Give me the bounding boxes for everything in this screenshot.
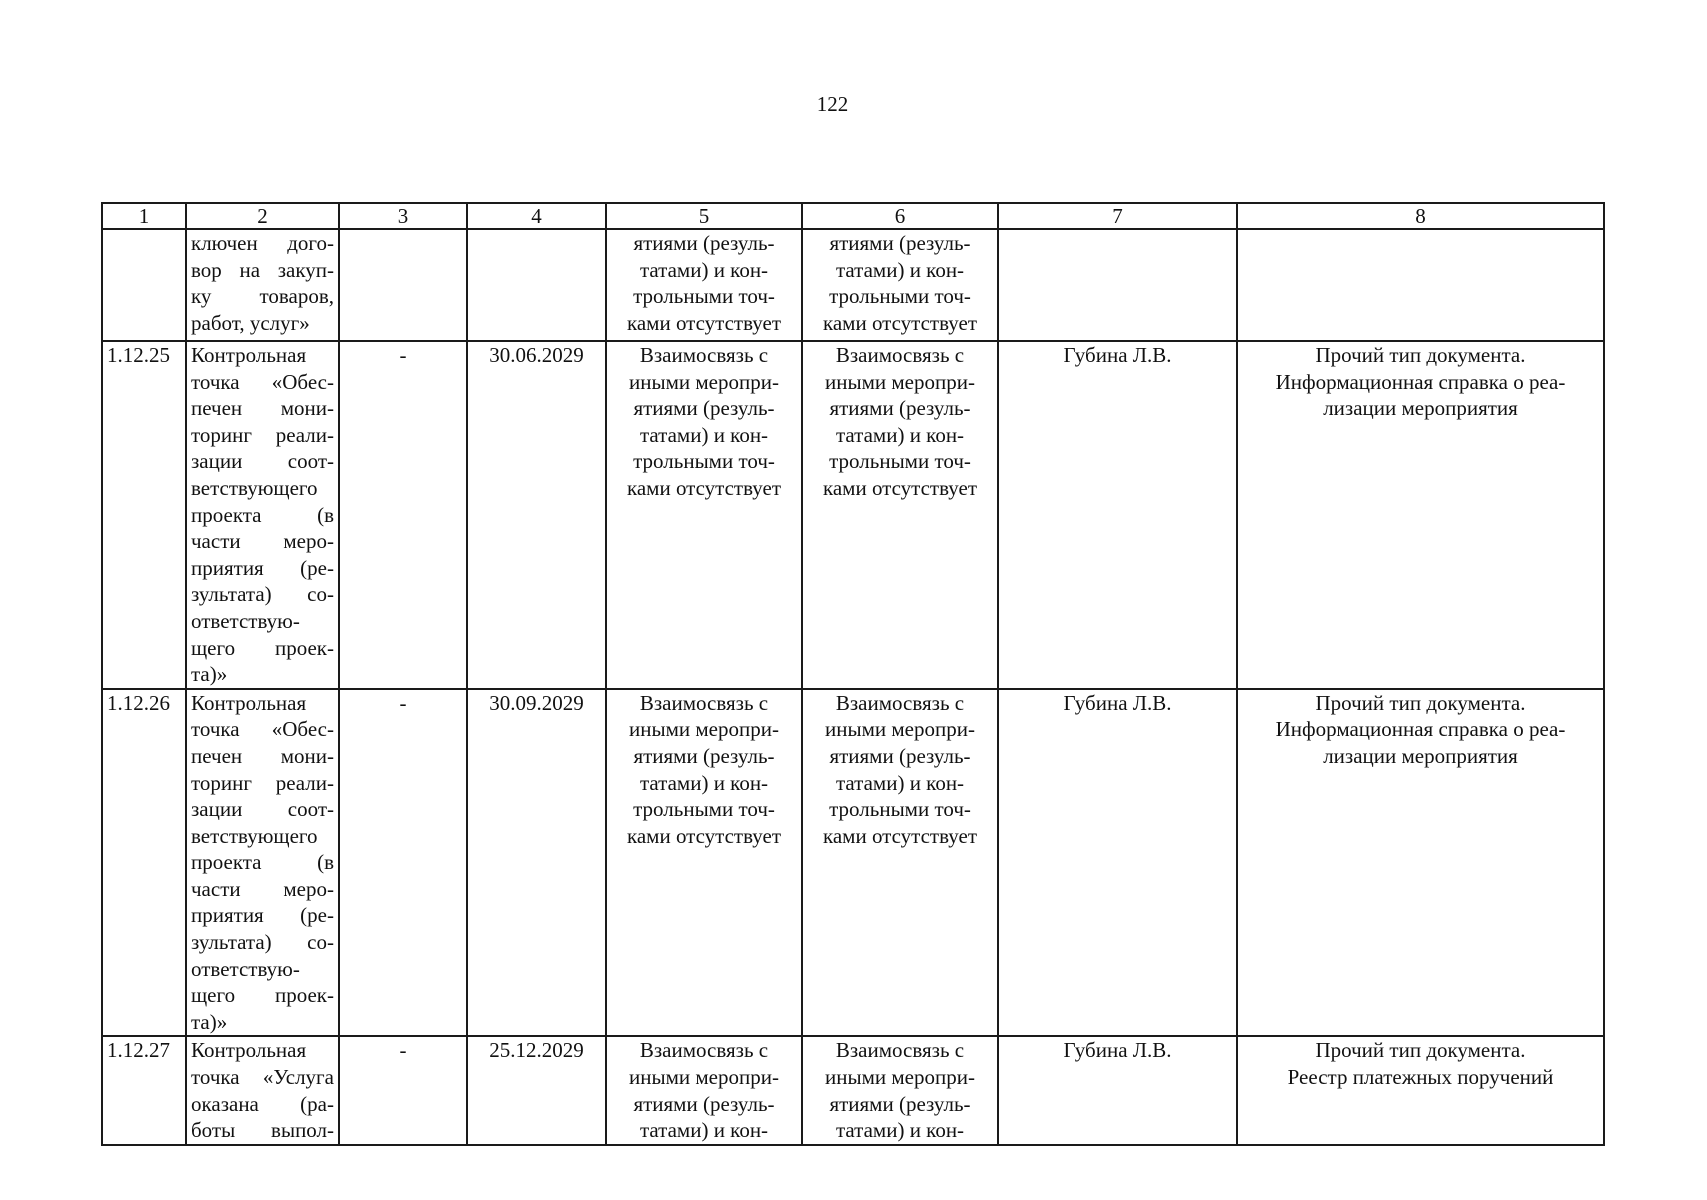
- col5-line: ками отсутствует: [626, 475, 782, 500]
- col6-line: ятиями (резуль-: [829, 1091, 971, 1116]
- due-date: 30.06.2029: [467, 341, 606, 689]
- item-name: [186, 689, 339, 1037]
- name-line: проекта (в: [191, 502, 334, 527]
- col6-line: ками отсутствует: [822, 310, 978, 335]
- name-line: зультата) со-: [191, 930, 334, 955]
- item-number: [102, 229, 186, 341]
- doc-line: Прочий тип документа.: [1315, 343, 1526, 367]
- due-date: 25.12.2029: [467, 1036, 606, 1144]
- col5-line: татами) и кон-: [639, 1118, 769, 1143]
- page-number: 122: [816, 92, 849, 116]
- col5-line: Взаимосвязь с: [639, 343, 769, 367]
- due-date: [467, 229, 606, 341]
- name-line: приятия (ре-: [191, 903, 334, 928]
- relation-col5: [606, 689, 802, 1037]
- col5-line: ками отсутствует: [626, 823, 782, 848]
- doc-line: Информационная справка о реа-: [1275, 717, 1566, 742]
- document-type: [1237, 1036, 1604, 1144]
- col6-line: татами) и кон-: [835, 1118, 965, 1143]
- name-line: Контрольная: [191, 343, 307, 367]
- name-line: точка «Обес-: [191, 717, 334, 742]
- col5-line: татами) и кон-: [639, 770, 769, 795]
- header-cell-7: 7: [998, 203, 1237, 229]
- name-line: вор на закуп-: [191, 257, 334, 282]
- name-line: та)»: [191, 662, 228, 687]
- col5-line: трольными точ-: [633, 284, 775, 309]
- column-3-value: -: [339, 689, 467, 1037]
- name-line: работ, услуг»: [191, 310, 310, 335]
- item-name: [186, 229, 339, 341]
- name-line: щего проек-: [191, 635, 334, 660]
- col6-line: татами) и кон-: [835, 770, 965, 795]
- col6-line: татами) и кон-: [835, 422, 965, 447]
- name-line: зультата) со-: [191, 582, 334, 607]
- col6-line: трольными точ-: [829, 797, 971, 822]
- name-line: торинг реали-: [191, 770, 334, 795]
- col6-line: иными меропри-: [825, 717, 975, 742]
- column-3-value: -: [339, 1036, 467, 1144]
- col6-line: Взаимосвязь с: [835, 690, 965, 715]
- responsible-person: Губина Л.В.: [998, 341, 1237, 689]
- col6-line: Взаимосвязь с: [835, 343, 965, 367]
- name-line: приятия (ре-: [191, 555, 334, 580]
- doc-line: Прочий тип документа.: [1315, 1038, 1526, 1063]
- relation-col5: [606, 1036, 802, 1144]
- header-cell-4: 4: [467, 203, 606, 229]
- doc-line: лизации мероприятия: [1323, 743, 1518, 768]
- col6-line: ятиями (резуль-: [829, 396, 971, 421]
- name-line: точка «Услуга: [191, 1065, 334, 1090]
- item-number: 1.12.25: [102, 341, 186, 689]
- doc-line: Информационная справка о реа-: [1275, 369, 1566, 394]
- name-line: ответствую-: [191, 956, 300, 981]
- header-cell-3: 3: [339, 203, 467, 229]
- col6-line: ками отсутствует: [822, 823, 978, 848]
- header-cell-5: 5: [606, 203, 802, 229]
- document-type: [1237, 341, 1604, 689]
- item-name: [186, 341, 339, 689]
- name-line: Контрольная: [191, 690, 307, 715]
- col6-line: ятиями (резуль-: [829, 231, 971, 255]
- col6-line: ками отсутствует: [822, 475, 978, 500]
- col5-line: татами) и кон-: [639, 257, 769, 282]
- col6-line: иными меропри-: [825, 369, 975, 394]
- table-row: [102, 341, 1604, 689]
- relation-col5: [606, 229, 802, 341]
- relation-col6: [802, 1036, 998, 1144]
- header-cell-6: 6: [802, 203, 998, 229]
- name-line: боты выпол-: [191, 1118, 334, 1143]
- col6-line: ятиями (резуль-: [829, 743, 971, 768]
- table-row: [102, 1036, 1604, 1144]
- name-line: оказана (ра-: [191, 1091, 334, 1116]
- col5-line: Взаимосвязь с: [639, 690, 769, 715]
- col5-line: ятиями (резуль-: [633, 231, 775, 255]
- name-line: ветствующего: [191, 475, 318, 500]
- name-line: части меро-: [191, 529, 334, 554]
- name-line: ключен дого-: [191, 231, 334, 255]
- col5-line: Взаимосвязь с: [639, 1038, 769, 1063]
- column-3-value: -: [339, 341, 467, 689]
- name-line: ветствующего: [191, 823, 318, 848]
- col5-line: иными меропри-: [629, 1065, 779, 1090]
- name-line: торинг реали-: [191, 422, 334, 447]
- header-cell-1: 1: [102, 203, 186, 229]
- relation-col6: [802, 689, 998, 1037]
- document-type: [1237, 689, 1604, 1037]
- col5-line: трольными точ-: [633, 797, 775, 822]
- col5-line: трольными точ-: [633, 449, 775, 474]
- doc-line: Прочий тип документа.: [1315, 690, 1526, 715]
- col5-line: ятиями (резуль-: [633, 396, 775, 421]
- name-line: зации соот-: [191, 797, 334, 822]
- relation-col6: [802, 341, 998, 689]
- col6-line: иными меропри-: [825, 1065, 975, 1090]
- col5-line: ятиями (резуль-: [633, 1091, 775, 1116]
- doc-line: Реестр платежных поручений: [1287, 1065, 1554, 1090]
- relation-col6: [802, 229, 998, 341]
- plan-table: [101, 202, 1605, 1146]
- due-date: 30.09.2029: [467, 689, 606, 1037]
- name-line: печен мони-: [191, 743, 334, 768]
- name-line: та)»: [191, 1009, 228, 1034]
- document-type: [1237, 229, 1604, 341]
- name-line: ответствую-: [191, 608, 300, 633]
- col6-line: татами) и кон-: [835, 257, 965, 282]
- col6-line: Взаимосвязь с: [835, 1038, 965, 1063]
- responsible-person: Губина Л.В.: [998, 1036, 1237, 1144]
- name-line: зации соот-: [191, 449, 334, 474]
- name-line: части меро-: [191, 876, 334, 901]
- item-name: [186, 1036, 339, 1144]
- header-cell-8: 8: [1237, 203, 1604, 229]
- name-line: печен мони-: [191, 396, 334, 421]
- header-row: [102, 203, 1604, 229]
- responsible-person: Губина Л.В.: [998, 689, 1237, 1037]
- col5-line: татами) и кон-: [639, 422, 769, 447]
- relation-col5: [606, 341, 802, 689]
- col6-line: трольными точ-: [829, 284, 971, 309]
- name-line: проекта (в: [191, 850, 334, 875]
- name-line: Контрольная: [191, 1038, 307, 1063]
- doc-line: лизации мероприятия: [1323, 396, 1518, 421]
- column-3-value: [339, 229, 467, 341]
- name-line: щего проек-: [191, 983, 334, 1008]
- name-line: точка «Обес-: [191, 369, 334, 394]
- col5-line: ятиями (резуль-: [633, 743, 775, 768]
- item-number: 1.12.26: [102, 689, 186, 1037]
- col5-line: иными меропри-: [629, 717, 779, 742]
- col5-line: иными меропри-: [629, 369, 779, 394]
- table-row: [102, 229, 1604, 341]
- col5-line: ками отсутствует: [626, 310, 782, 335]
- col6-line: трольными точ-: [829, 449, 971, 474]
- responsible-person: [998, 229, 1237, 341]
- table-row: [102, 689, 1604, 1037]
- name-line: ку товаров,: [191, 284, 334, 309]
- item-number: 1.12.27: [102, 1036, 186, 1144]
- header-cell-2: 2: [186, 203, 339, 229]
